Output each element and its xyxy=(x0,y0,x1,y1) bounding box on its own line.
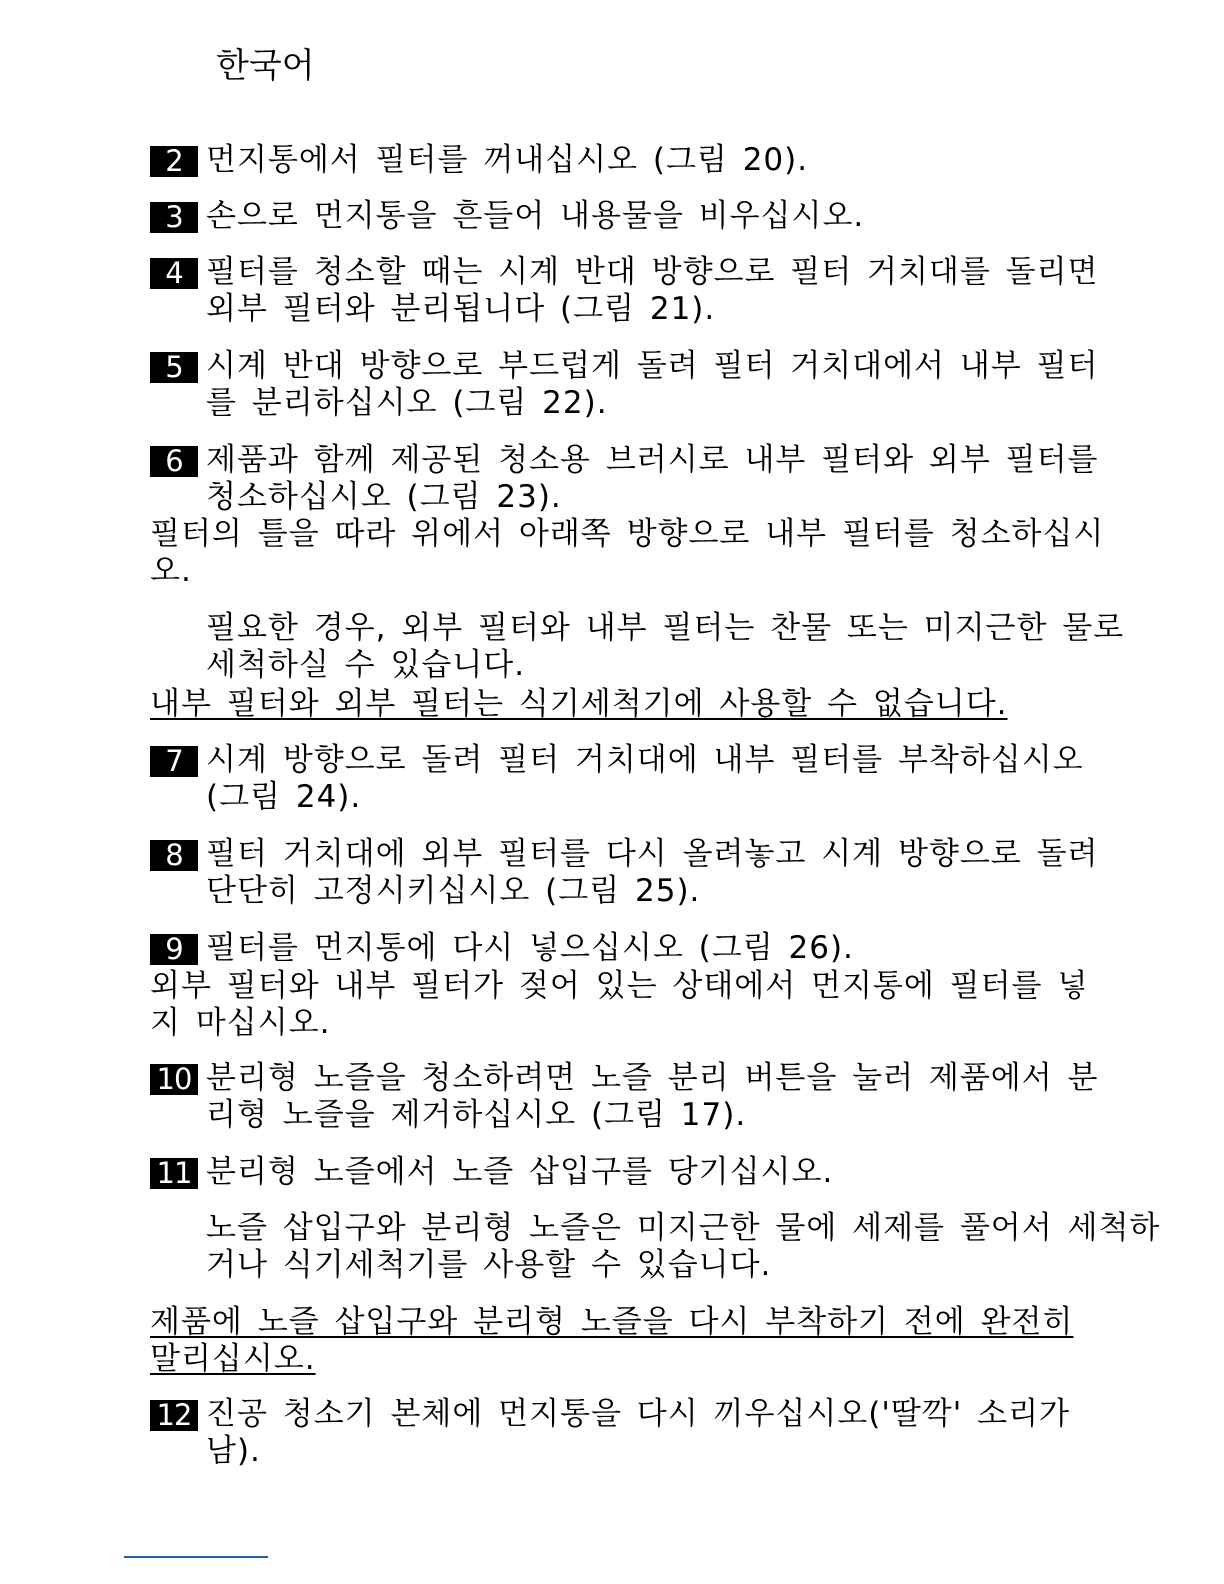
warning-no-dishwasher: 내부 필터와 외부 필터는 식기세척기에 사용할 수 없습니다. xyxy=(150,686,1008,722)
note-nozzle-wash: 노즐 삽입구와 분리형 노즐은 미지근한 물에 세제를 풀어서 세척하거나 식기세척기를 사용할 수 있습니다. xyxy=(206,1210,1161,1283)
step-text: 필터 거치대에 외부 필터를 다시 올려놓고 시계 방향으로 돌려 단단히 고정시키십시오 (그림 25). xyxy=(206,836,1099,909)
language-heading: 한국어 xyxy=(216,46,315,86)
note-filter-frame: 필터의 틀을 따라 위에서 아래쪽 방향으로 내부 필터를 청소하십시오. xyxy=(150,516,1105,589)
note-washable: 필요한 경우, 외부 필터와 내부 필터는 찬물 또는 미지근한 물로 세척하실 수 있습니다. xyxy=(206,610,1125,683)
step-text: 시계 반대 방향으로 부드럽게 돌려 필터 거치대에서 내부 필터를 분리하십시오 (그림 22). xyxy=(206,348,1099,421)
step-3 xyxy=(150,198,1110,235)
step-number-badge: 4 xyxy=(150,258,198,289)
step-7 xyxy=(150,742,1110,816)
step-10 xyxy=(150,1060,1110,1134)
warning-dry-before-attach: 제품에 노즐 삽입구와 분리형 노즐을 다시 부착하기 전에 완전히 말리십시오. xyxy=(150,1304,1074,1377)
step-5 xyxy=(150,348,1110,422)
note-no-wet-filters: 외부 필터와 내부 필터가 젖어 있는 상태에서 먼지통에 필터를 넣지 마십시오. xyxy=(150,968,1089,1041)
step-number-badge: 3 xyxy=(150,202,198,233)
step-number-badge: 7 xyxy=(150,746,198,777)
step-9 xyxy=(150,930,1110,967)
step-text: 손으로 먼지통을 흔들어 내용물을 비우십시오. xyxy=(206,198,865,234)
step-text: 먼지통에서 필터를 꺼내십시오 (그림 20). xyxy=(206,142,809,178)
step-number-badge: 8 xyxy=(150,840,198,871)
step-number-badge: 12 xyxy=(150,1400,198,1431)
step-number-badge: 9 xyxy=(150,934,198,965)
step-text: 분리형 노즐을 청소하려면 노즐 분리 버튼을 눌러 제품에서 분리형 노즐을 제거하십시오 (그림 17). xyxy=(206,1060,1099,1133)
footer-rule xyxy=(124,1556,268,1558)
step-text: 분리형 노즐에서 노즐 삽입구를 당기십시오. xyxy=(206,1154,834,1190)
step-2 xyxy=(150,142,1110,179)
step-12 xyxy=(150,1396,1110,1470)
step-4 xyxy=(150,254,1110,328)
step-6 xyxy=(150,442,1110,516)
step-number-badge: 5 xyxy=(150,352,198,383)
step-11 xyxy=(150,1154,1110,1191)
step-number-badge: 6 xyxy=(150,446,198,477)
step-number-badge: 11 xyxy=(150,1158,198,1189)
step-text: 진공 청소기 본체에 먼지통을 다시 끼우십시오('딸깍' 소리가 남). xyxy=(206,1396,1070,1469)
step-text: 필터를 먼지통에 다시 넣으십시오 (그림 26). xyxy=(206,930,854,966)
step-text: 제품과 함께 제공된 청소용 브러시로 내부 필터와 외부 필터를 청소하십시오 (그림 23). xyxy=(206,442,1099,515)
step-8 xyxy=(150,836,1110,910)
step-text: 필터를 청소할 때는 시계 반대 방향으로 필터 거치대를 돌리면 외부 필터와 분리됩니다 (그림 21). xyxy=(206,254,1099,327)
step-number-badge: 10 xyxy=(150,1064,198,1095)
step-text: 시계 방향으로 돌려 필터 거치대에 내부 필터를 부착하십시오 (그림 24). xyxy=(206,742,1084,815)
step-number-badge: 2 xyxy=(150,146,198,177)
